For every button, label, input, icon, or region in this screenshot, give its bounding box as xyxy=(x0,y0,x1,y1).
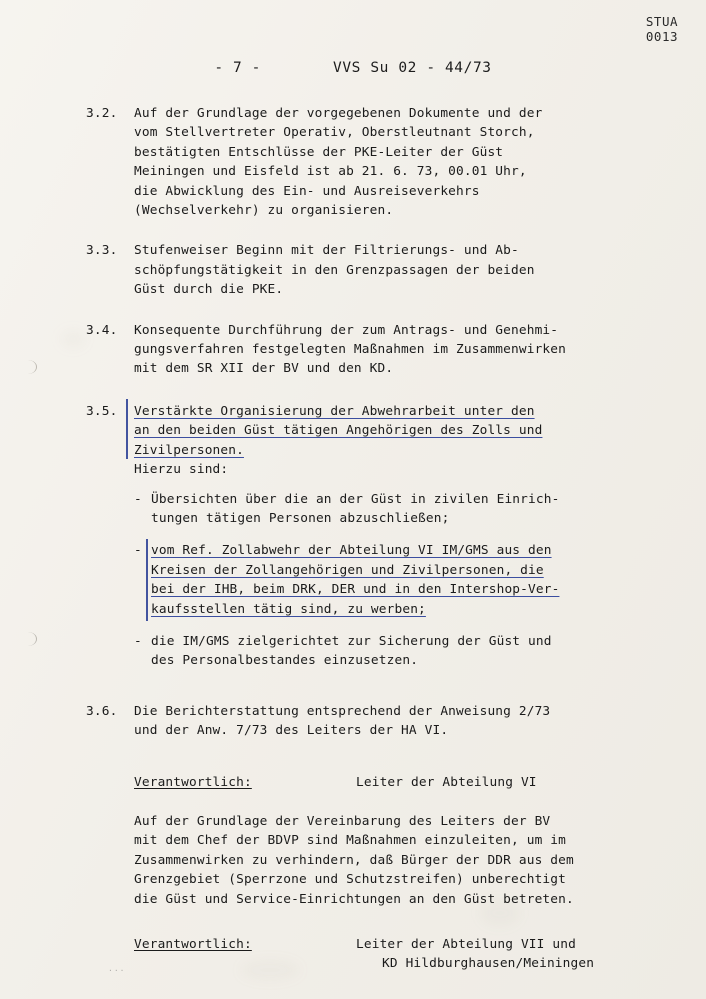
text-line: gungsverfahren festgelegten Maßnahmen im Zusammenwirken xyxy=(134,342,566,358)
text-line-underlined: Verstärkte Organisierung der Abwehrarbeit unter den xyxy=(134,403,535,419)
responsibility-block-2 xyxy=(134,935,652,974)
bullet-dash: - xyxy=(134,491,142,507)
text-line: tungen tätigen Personen abzuschließen; xyxy=(151,510,450,526)
bullet-text xyxy=(151,632,652,671)
text-line: Grenzgebiet (Sperrzone und Schutzstreifen) unberechtigt xyxy=(134,872,566,888)
text-line: mit dem SR XII der BV und den KD. xyxy=(134,361,394,377)
responsibility-value: Leiter der Abteilung VI xyxy=(356,774,537,790)
archive-stamp-line2: 0013 xyxy=(645,29,678,44)
bullet-item xyxy=(134,541,652,619)
text-line: vom Stellvertreter Operativ, Oberstleutnant Storch, xyxy=(134,125,535,141)
text-line: Leiter der Abteilung VII und xyxy=(356,937,576,952)
page-number: - 7 - xyxy=(214,60,262,76)
text-line: Hierzu sind: xyxy=(134,462,229,478)
text-line: Güst durch die PKE. xyxy=(134,282,284,298)
responsibility-label: Verantwortlich: xyxy=(134,937,252,952)
bullet-text xyxy=(151,541,652,619)
bullet-item xyxy=(134,632,652,671)
punch-hole-mark xyxy=(14,632,37,646)
text-line-underlined: Zivilpersonen. xyxy=(134,442,244,458)
page-header xyxy=(0,60,706,76)
text-line: KD Hildburghausen/Meiningen xyxy=(382,956,595,972)
text-line: mit dem Chef der BDVP sind Maßnahmen einzuleiten, um im xyxy=(134,833,566,849)
document-body xyxy=(86,104,652,978)
page-smudge: ··· xyxy=(108,966,126,975)
text-line: Die Berichterstattung entsprechend der Anweisung 2/73 xyxy=(134,703,551,719)
section-3-4 xyxy=(86,321,652,379)
text-line-underlined: an den beiden Güst tätigen Angehörigen des Zolls und xyxy=(134,423,543,439)
text-line: und der Anw. 7/73 des Leiters der HA VI. xyxy=(134,723,449,739)
paper-blotch xyxy=(60,330,86,348)
section-text xyxy=(134,702,652,741)
section-text xyxy=(134,241,652,299)
text-line-underlined: vom Ref. Zollabwehr der Abteilung VI IM/GMS aus den xyxy=(151,543,552,559)
section-text xyxy=(134,402,652,684)
section-3-3 xyxy=(86,241,652,299)
text-line-underlined: kaufsstellen tätig sind, zu werben; xyxy=(151,601,426,617)
text-line-underlined: bei der IHB, beim DRK, DER und in den Intershop-Ver- xyxy=(151,582,560,598)
text-line: Konsequente Durchführung der zum Antrags- und Genehmi- xyxy=(134,322,559,338)
bullet-dash: - xyxy=(134,633,142,649)
text-line-underlined: Kreisen der Zollangehörigen und Zivilpersonen, die xyxy=(151,562,544,578)
text-line: Meiningen und Eisfeld ist ab 21. 6. 73, 00.01 Uhr, xyxy=(134,164,527,180)
section-number: 3.6. xyxy=(86,703,118,719)
text-line: Übersichten über die an der Güst in zivilen Einrich- xyxy=(151,491,560,507)
pen-mark-vertical xyxy=(126,399,128,459)
archive-stamp-line1: STUA xyxy=(645,14,678,29)
text-line: des Personalbestandes einzusetzen. xyxy=(151,653,419,669)
file-reference: VVS Su 02 - 44/73 xyxy=(333,60,492,76)
text-line: bestätigten Entschlüsse der PKE-Leiter der Güst xyxy=(134,144,504,160)
text-line: die Güst und Service-Einrichtungen an den Güst betreten. xyxy=(134,891,574,907)
text-line: (Wechselverkehr) zu organisieren. xyxy=(134,203,394,219)
section-number: 3.5. xyxy=(86,403,118,419)
bullet-item xyxy=(134,490,652,529)
bullet-text xyxy=(151,490,652,529)
punch-hole-mark xyxy=(14,360,37,374)
pen-mark-vertical xyxy=(146,539,148,621)
responsibility-label: Verantwortlich: xyxy=(134,774,252,790)
responsibility-block-1 xyxy=(134,773,652,792)
text-line: schöpfungstätigkeit in den Grenzpassagen der beiden xyxy=(134,262,535,278)
section-number: 3.3. xyxy=(86,243,118,259)
section-3-6 xyxy=(86,702,652,741)
bullet-dash: - xyxy=(134,543,142,559)
section-3-5 xyxy=(86,402,652,684)
text-line: Stufenweiser Beginn mit der Filtrierungs- und Ab- xyxy=(134,243,519,259)
closing-paragraph xyxy=(134,812,652,909)
text-line: die IM/GMS zielgerichtet zur Sicherung der Güst und xyxy=(151,633,552,649)
section-text xyxy=(134,321,652,379)
section-number: 3.4. xyxy=(86,322,118,338)
text-line: die Abwicklung des Ein- und Ausreiseverkehrs xyxy=(134,183,480,199)
text-line: Auf der Grundlage der vorgegebenen Dokumente und der xyxy=(134,106,543,121)
section-3-2 xyxy=(86,104,652,220)
section-3-5-bullets xyxy=(134,490,652,671)
section-number: 3.2. xyxy=(86,106,118,121)
text-line: Auf der Grundlage der Vereinbarung des Leiters der BV xyxy=(134,813,551,829)
text-line: Zusammenwirken zu verhindern, daß Bürger der DDR aus dem xyxy=(134,852,574,868)
responsibility-value xyxy=(356,935,594,974)
section-text xyxy=(134,104,652,220)
archive-stamp xyxy=(646,14,678,44)
